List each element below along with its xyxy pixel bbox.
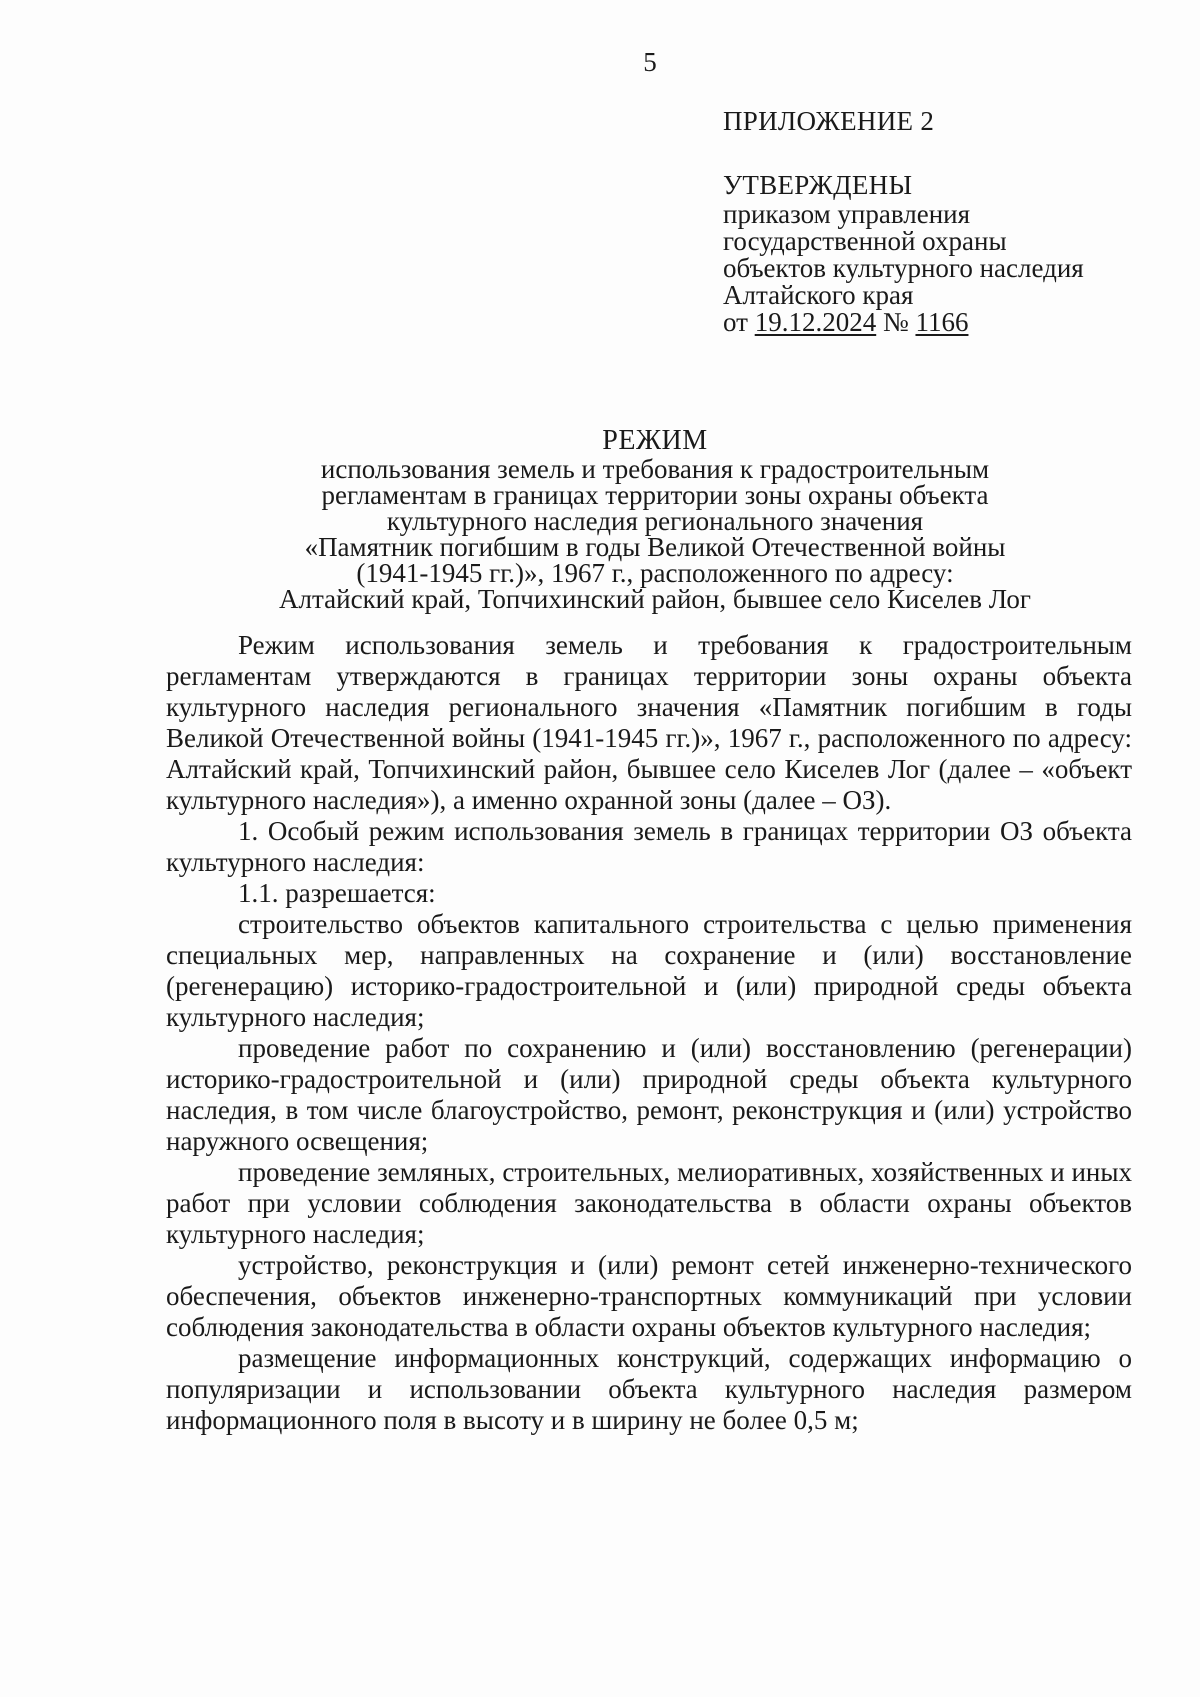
body-paragraph: устройство, реконструкция и (или) ремонт сетей инженерно-технического обеспечения, объектов инженерно-транспортных коммуникаций при условии соблюдения законодательства в области охраны объектов культурного наследия; xyxy=(166,1250,1132,1342)
document-heading xyxy=(220,425,1090,614)
order-date-number xyxy=(723,309,1084,336)
approval-line: приказом управления xyxy=(723,199,971,229)
heading-line: использования земель и требования к градостроительным xyxy=(320,454,990,484)
number-prefix: № xyxy=(876,307,916,337)
approval-line: Алтайского края xyxy=(723,280,914,310)
appendix-label: ПРИЛОЖЕНИЕ 2 xyxy=(723,106,935,136)
body-paragraph: проведение земляных, строительных, мелиоративных, хозяйственных и иных работ при условии соблюдения законодательства в области охраны объектов культурного наследия; xyxy=(166,1157,1132,1249)
heading-title: РЕЖИМ xyxy=(602,425,708,456)
body-paragraph: строительство объектов капитального строительства с целью применения специальных мер, направленных на сохранение и (или) восстановление (регенерацию) историко-градостроительной и (или) природной среды объекта культурного наследия; xyxy=(166,909,1132,1032)
approval-line: объектов культурного наследия xyxy=(723,253,1084,283)
body-paragraph: 1.1. разрешается: xyxy=(238,878,436,908)
order-date: 19.12.2024 xyxy=(754,307,877,337)
order-number: 1166 xyxy=(915,307,969,337)
page-number: 5 xyxy=(643,47,657,77)
approval-title: УТВЕРЖДЕНЫ xyxy=(723,170,913,200)
heading-line: (1941-1945 гг.)», 1967 г., расположенного по адресу: xyxy=(356,558,954,588)
heading-line: культурного наследия регионального значения xyxy=(386,506,924,536)
document-body xyxy=(166,630,1132,1436)
heading-line: «Памятник погибшим в годы Великой Отечественной войны xyxy=(304,532,1006,562)
body-paragraph: Режим использования земель и требования к градостроительным регламентам утверждаются в границах территории зоны охраны объекта культурного наследия регионального значения «Памятник погибшим в годы Великой Отечественной войны (1941-1945 гг.)», 1967 г., расположенного по адресу: Алтайский край, Топчихинский район, бывшее село Киселев Лог (далее – «объект культурного наследия»), а именно охранной зоны (далее – ОЗ). xyxy=(166,630,1132,815)
body-paragraph: размещение информационных конструкций, содержащих информацию о популяризации и использовании объекта культурного наследия размером информационного поля в высоту и в ширину не более 0,5 м; xyxy=(166,1343,1132,1435)
body-paragraph: проведение работ по сохранению и (или) восстановлению (регенерации) историко-градостроительной и (или) природной среды объекта культурного наследия, в том числе благоустройство, ремонт, реконструкция и (или) устройство наружного освещения; xyxy=(166,1033,1132,1156)
heading-line: регламентам в границах территории зоны охраны объекта xyxy=(321,480,989,510)
approval-block xyxy=(723,172,1084,336)
approval-line: государственной охраны xyxy=(723,226,1007,256)
heading-line: Алтайский край, Топчихинский район, бывшее село Киселев Лог xyxy=(279,584,1031,614)
body-paragraph: 1. Особый режим использования земель в границах территории ОЗ объекта культурного наследия: xyxy=(166,816,1132,877)
date-prefix: от xyxy=(723,307,755,337)
